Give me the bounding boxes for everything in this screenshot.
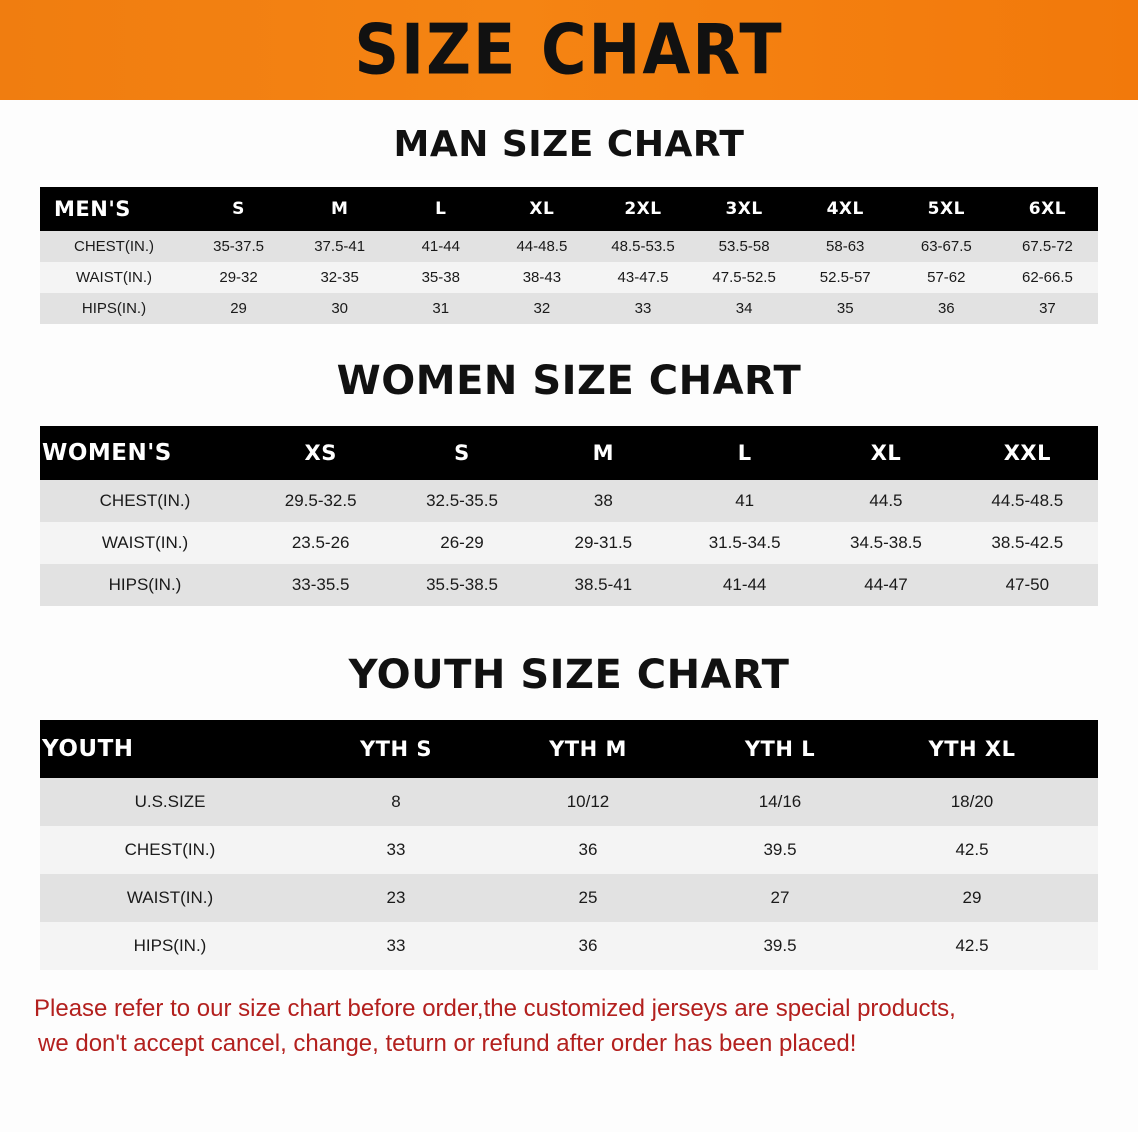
man-table-body — [40, 231, 1098, 324]
disclaimer-note — [34, 992, 1104, 1062]
table-cell: 31.5-34.5 — [708, 533, 781, 552]
table-cell: 43-47.5 — [617, 269, 669, 286]
table-cell: 25 — [578, 888, 598, 907]
table-cell: 34 — [735, 300, 753, 317]
row-label: U.S.SIZE — [134, 792, 206, 811]
table-cell: 35 — [836, 300, 854, 317]
table-cell: 52.5-57 — [819, 269, 871, 286]
table-row — [40, 922, 1098, 970]
man-header-cell: 2XL — [624, 199, 662, 219]
women-table-body — [40, 480, 1098, 606]
table-cell: 29 — [230, 300, 247, 317]
man-header-cell: 6XL — [1028, 199, 1067, 219]
table-cell: 41 — [735, 491, 755, 510]
row-label: WAIST(IN.) — [126, 888, 214, 907]
table-cell: 47.5-52.5 — [712, 269, 776, 286]
disclaimer-line-1: Please refer to our size chart before order,the customized jerseys are special products, — [34, 995, 956, 1022]
table-row — [40, 293, 1098, 324]
table-cell: 44-47 — [864, 575, 908, 594]
table-cell: 29.5-32.5 — [284, 491, 357, 510]
table-cell: 18/20 — [950, 792, 994, 811]
youth-size-table — [40, 720, 1098, 970]
table-cell: 57-62 — [927, 269, 966, 286]
man-header-cell: 4XL — [826, 199, 864, 219]
youth-table-body — [40, 778, 1098, 970]
row-label: CHEST(IN.) — [74, 238, 154, 255]
man-header-cell: 5XL — [927, 199, 965, 219]
table-cell: 36 — [578, 840, 598, 859]
man-size-table — [40, 187, 1098, 324]
table-cell: 53.5-58 — [718, 238, 770, 255]
man-table-head — [40, 187, 1098, 231]
row-label: HIPS(IN.) — [133, 936, 207, 955]
women-section-heading: WOMEN SIZE CHART — [336, 358, 802, 404]
row-label: CHEST(IN.) — [124, 840, 216, 859]
table-cell: 58-63 — [826, 238, 865, 255]
table-row — [40, 778, 1098, 826]
table-cell: 32 — [533, 300, 551, 317]
women-table-head — [40, 426, 1098, 480]
man-header-cell: MEN'S — [54, 197, 131, 221]
table-cell: 31 — [432, 300, 450, 317]
youth-header-cell: YTH M — [549, 737, 627, 761]
table-cell: 38.5-41 — [574, 575, 633, 594]
table-cell: 44-48.5 — [516, 238, 568, 255]
table-cell-spacer — [1068, 922, 1098, 970]
table-row — [40, 564, 1098, 606]
row-label: HIPS(IN.) — [81, 300, 147, 317]
man-header-cell: XL — [529, 199, 555, 219]
table-cell: 44.5-48.5 — [991, 491, 1064, 510]
row-label: HIPS(IN.) — [108, 575, 182, 594]
youth-header-cell: YTH XL — [928, 737, 1016, 761]
youth-section-heading: YOUTH SIZE CHART — [348, 652, 790, 698]
youth-header-cell: YTH L — [744, 737, 816, 761]
table-cell: 29-31.5 — [574, 533, 633, 552]
table-cell-spacer — [1068, 778, 1098, 826]
table-cell: 26-29 — [440, 533, 484, 552]
table-cell: 41-44 — [421, 238, 460, 255]
table-cell: 39.5 — [763, 936, 797, 955]
table-cell: 35-38 — [421, 269, 460, 286]
table-cell: 42.5 — [955, 936, 989, 955]
table-cell: 38-43 — [522, 269, 562, 286]
row-label: WAIST(IN.) — [75, 269, 153, 286]
row-label: WAIST(IN.) — [101, 533, 189, 552]
table-cell: 33 — [386, 840, 406, 859]
women-header-cell: L — [737, 441, 752, 465]
banner — [0, 0, 1138, 100]
man-section-heading: MAN SIZE CHART — [393, 124, 745, 165]
table-cell: 36 — [937, 300, 955, 317]
table-cell: 23 — [386, 888, 406, 907]
table-cell: 41-44 — [722, 575, 767, 594]
table-cell: 10/12 — [566, 792, 610, 811]
table-cell: 38.5-42.5 — [991, 533, 1064, 552]
man-header-cell: S — [232, 199, 245, 219]
women-header-cell: M — [592, 441, 615, 465]
table-cell: 29 — [962, 888, 982, 907]
man-header-cell: L — [435, 199, 447, 219]
women-table-wrap — [0, 426, 1138, 606]
youth-header-cell: YOUTH — [42, 736, 134, 762]
table-cell: 44.5 — [869, 491, 903, 510]
table-cell: 63-67.5 — [920, 238, 972, 255]
table-cell: 34.5-38.5 — [850, 533, 922, 552]
row-label: CHEST(IN.) — [99, 491, 191, 510]
table-cell: 14/16 — [758, 792, 802, 811]
women-header-cell: XL — [870, 441, 902, 465]
table-cell: 30 — [331, 300, 348, 317]
youth-header-spacer — [1068, 720, 1098, 778]
table-row — [40, 262, 1098, 293]
man-header-cell: 3XL — [725, 199, 763, 219]
table-row — [40, 231, 1098, 262]
table-cell: 35.5-38.5 — [426, 575, 498, 594]
table-cell: 42.5 — [955, 840, 989, 859]
table-cell: 32.5-35.5 — [426, 491, 498, 510]
table-cell: 38 — [593, 491, 613, 510]
table-cell: 47-50 — [1005, 575, 1050, 594]
table-cell: 33 — [386, 936, 406, 955]
table-cell: 39.5 — [763, 840, 797, 859]
table-cell: 62-66.5 — [1022, 269, 1073, 286]
table-cell: 35-37.5 — [213, 238, 264, 255]
table-cell-spacer — [1068, 826, 1098, 874]
table-cell: 67.5-72 — [1022, 238, 1073, 255]
man-header-cell: M — [330, 199, 349, 219]
table-cell: 27 — [770, 888, 790, 907]
table-cell: 23.5-26 — [291, 533, 350, 552]
table-cell: 29-32 — [219, 269, 258, 286]
table-row — [40, 522, 1098, 564]
women-header-cell: S — [454, 441, 470, 465]
women-size-table — [40, 426, 1098, 606]
women-header-cell: XS — [304, 441, 337, 465]
table-header-row — [40, 187, 1098, 231]
youth-table-wrap — [0, 720, 1138, 970]
table-row — [40, 826, 1098, 874]
youth-table-head — [40, 720, 1098, 778]
youth-header-cell: YTH S — [359, 737, 433, 761]
man-table-wrap — [0, 187, 1138, 324]
table-cell: 33 — [634, 300, 652, 317]
table-cell-spacer — [1068, 874, 1098, 922]
women-header-cell: XXL — [1003, 441, 1051, 465]
table-header-row — [40, 720, 1098, 778]
table-row — [40, 874, 1098, 922]
table-header-row — [40, 426, 1098, 480]
women-header-cell: WOMEN'S — [42, 440, 172, 466]
table-cell: 8 — [391, 792, 401, 811]
disclaimer-line-2: we don't accept cancel, change, teturn or refund after order has been placed! — [38, 1029, 857, 1057]
table-row — [40, 480, 1098, 522]
table-cell: 48.5-53.5 — [611, 238, 675, 255]
table-cell: 37.5-41 — [314, 238, 366, 255]
table-cell: 36 — [578, 936, 598, 955]
table-cell: 37 — [1039, 300, 1056, 317]
banner-title: SIZE CHART — [354, 8, 784, 91]
table-cell: 32-35 — [320, 269, 359, 286]
table-cell: 33-35.5 — [291, 575, 350, 594]
